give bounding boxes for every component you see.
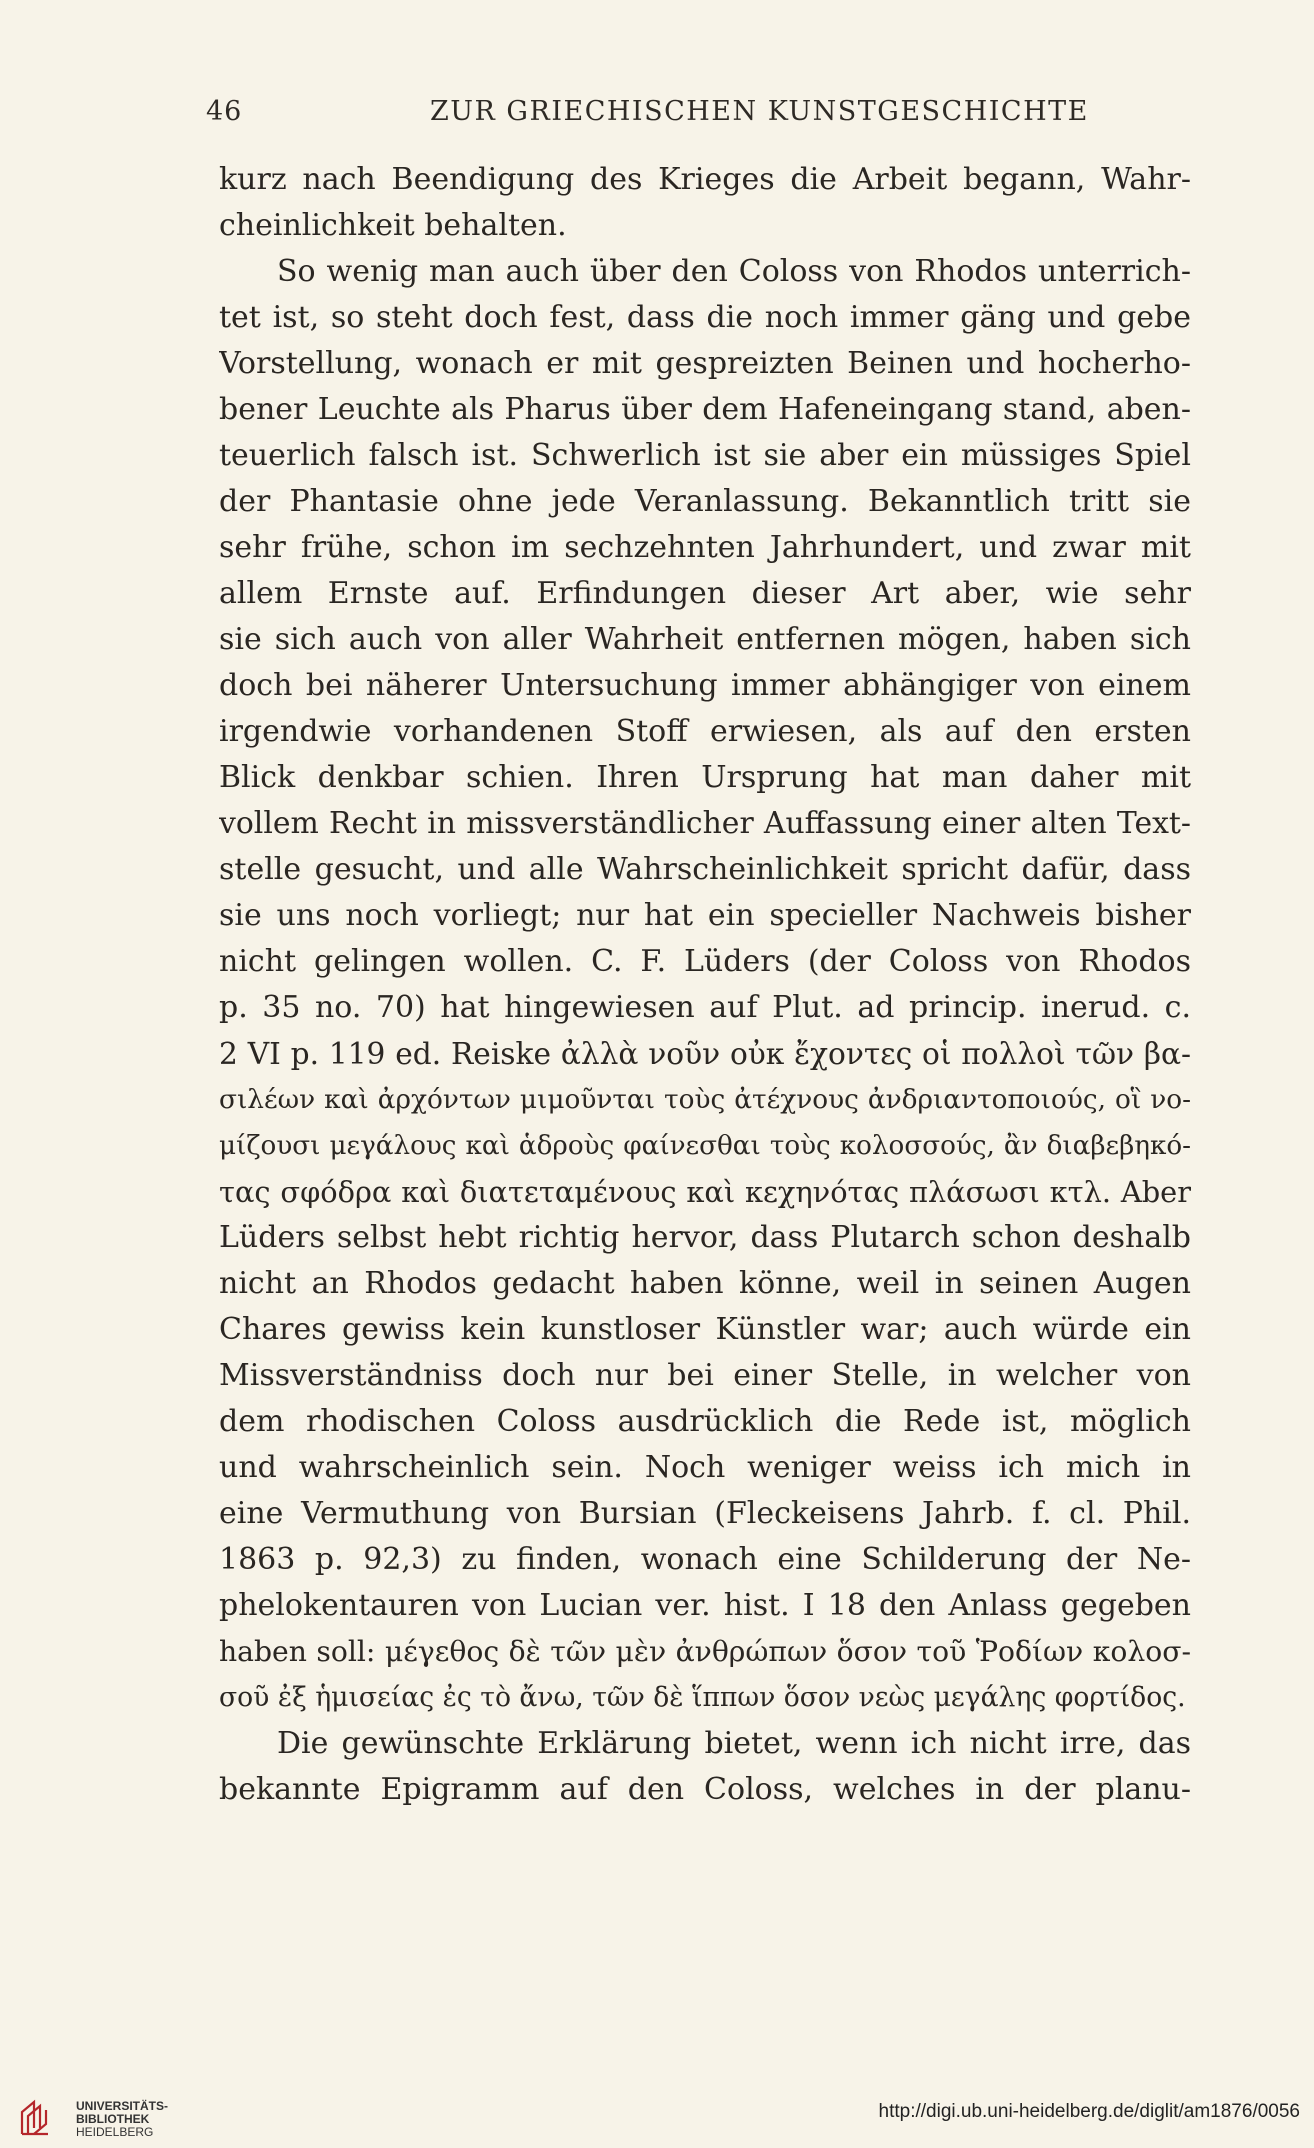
text-line: So wenig man auch über den Coloss von Rhodos unterrich- <box>277 254 1191 289</box>
text-line: μίζουσι μεγάλους καὶ ἁδροὺς φαίνεσθαι τοὺς κολοσσούς, ἂν διαβεβηκό- <box>219 1131 1191 1161</box>
text-line: bener Leuchte als Pharus über dem Hafeneingang stand, aben- <box>219 392 1191 427</box>
text-line: Blick denkbar schien. Ihren Ursprung hat man daher mit <box>219 760 1191 795</box>
text-line: stelle gesucht, und alle Wahrscheinlichkeit spricht dafür, dass <box>219 852 1191 887</box>
text-line: tet ist, so steht doch fest, dass die noch immer gäng und gebe <box>219 300 1191 335</box>
text-line: doch bei näherer Untersuchung immer abhängiger von einem <box>219 668 1191 703</box>
text-line: kurz nach Beendigung des Krieges die Arbeit begann, Wahr- <box>219 162 1191 197</box>
text-line: 2 VI p. 119 ed. Reiske ἀλλὰ νοῦν οὐκ ἔχοντες οἱ πολλοὶ τῶν βα- <box>219 1036 1191 1071</box>
page-number: 46 <box>206 96 243 127</box>
library-name <box>76 2100 168 2139</box>
text-line: σιλέων καὶ ἀρχόντων μιμοῦνται τοὺς ἀτέχνους ἀνδριαντοποιούς, οἳ νο- <box>219 1085 1191 1115</box>
text-line: σοῦ ἐξ ἡμισείας ἐς τὸ ἄνω, τῶν δὲ ἵππων ὅσον νεὼς μεγάλης φορτίδος. <box>219 1682 1186 1713</box>
text-line: bekannte Epigramm auf den Coloss, welches in der planu- <box>219 1772 1191 1807</box>
text-line: Missverständniss doch nur bei einer Stelle, in welcher von <box>219 1358 1191 1393</box>
text-line: sie uns noch vorliegt; nur hat ein specieller Nachweis bisher <box>219 898 1191 933</box>
text-line: 1863 p. 92,3) zu finden, wonach eine Schilderung der Ne- <box>219 1542 1191 1577</box>
library-logo-icon <box>18 2098 58 2138</box>
text-line: haben soll: μέγεθος δὲ τῶν μὲν ἀνθρώπων ὅσον τοῦ Ῥοδίων κολοσ- <box>219 1635 1191 1668</box>
text-line: eine Vermuthung von Bursian (Fleckeisens Jahrb. f. cl. Phil. <box>219 1496 1191 1531</box>
running-title: ZUR GRIECHISCHEN KUNSTGESCHICHTE <box>430 96 1089 127</box>
text-line: Die gewünschte Erklärung bietet, wenn ich nicht irre, das <box>277 1726 1191 1761</box>
text-line: sehr frühe, schon im sechzehnten Jahrhundert, und zwar mit <box>219 530 1191 565</box>
text-line: vollem Recht in missverständlicher Auffassung einer alten Text- <box>219 806 1191 841</box>
text-line: irgendwie vorhandenen Stoff erwiesen, als auf den ersten <box>219 714 1191 749</box>
text-line: nicht an Rhodos gedacht haben könne, weil in seinen Augen <box>219 1266 1191 1301</box>
source-url-link[interactable]: http://digi.ub.uni-heidelberg.de/diglit/am1876/0056 <box>878 2101 1300 2122</box>
body-text <box>219 157 1191 1813</box>
text-line: teuerlich falsch ist. Schwerlich ist sie aber ein müssiges Spiel <box>219 438 1191 473</box>
text-line: phelokentauren von Lucian ver. hist. I 18 den Anlass gegeben <box>219 1588 1191 1623</box>
text-line: sie sich auch von aller Wahrheit entfernen mögen, haben sich <box>219 622 1191 657</box>
text-line: nicht gelingen wollen. C. F. Lüders (der Coloss von Rhodos <box>219 944 1191 979</box>
text-line: und wahrscheinlich sein. Noch weniger weiss ich mich in <box>219 1450 1191 1485</box>
text-line: Lüders selbst hebt richtig hervor, dass Plutarch schon deshalb <box>219 1220 1191 1255</box>
text-line: allem Ernste auf. Erfindungen dieser Art aber, wie sehr <box>219 576 1191 611</box>
running-head <box>206 96 1186 136</box>
text-line: dem rhodischen Coloss ausdrücklich die Rede ist, möglich <box>219 1404 1191 1439</box>
text-line: p. 35 no. 70) hat hingewiesen auf Plut. ad princip. inerud. c. <box>219 990 1191 1025</box>
library-name-line: HEIDELBERG <box>76 2125 154 2139</box>
library-name-line: BIBLIOTHEK <box>76 2112 150 2126</box>
text-line: der Phantasie ohne jede Veranlassung. Bekanntlich tritt sie <box>219 484 1191 519</box>
text-line: Chares gewiss kein kunstloser Künstler war; auch würde ein <box>219 1312 1191 1347</box>
text-line: τας σφόδρα καὶ διατεταμένους καὶ κεχηνότας πλάσωσι κτλ. Aber <box>219 1175 1191 1209</box>
library-name-line: UNIVERSITÄTS- <box>76 2099 169 2113</box>
text-line: cheinlichkeit behalten. <box>219 208 567 243</box>
text-line: Vorstellung, wonach er mit gespreizten Beinen und hocherho- <box>219 346 1191 381</box>
